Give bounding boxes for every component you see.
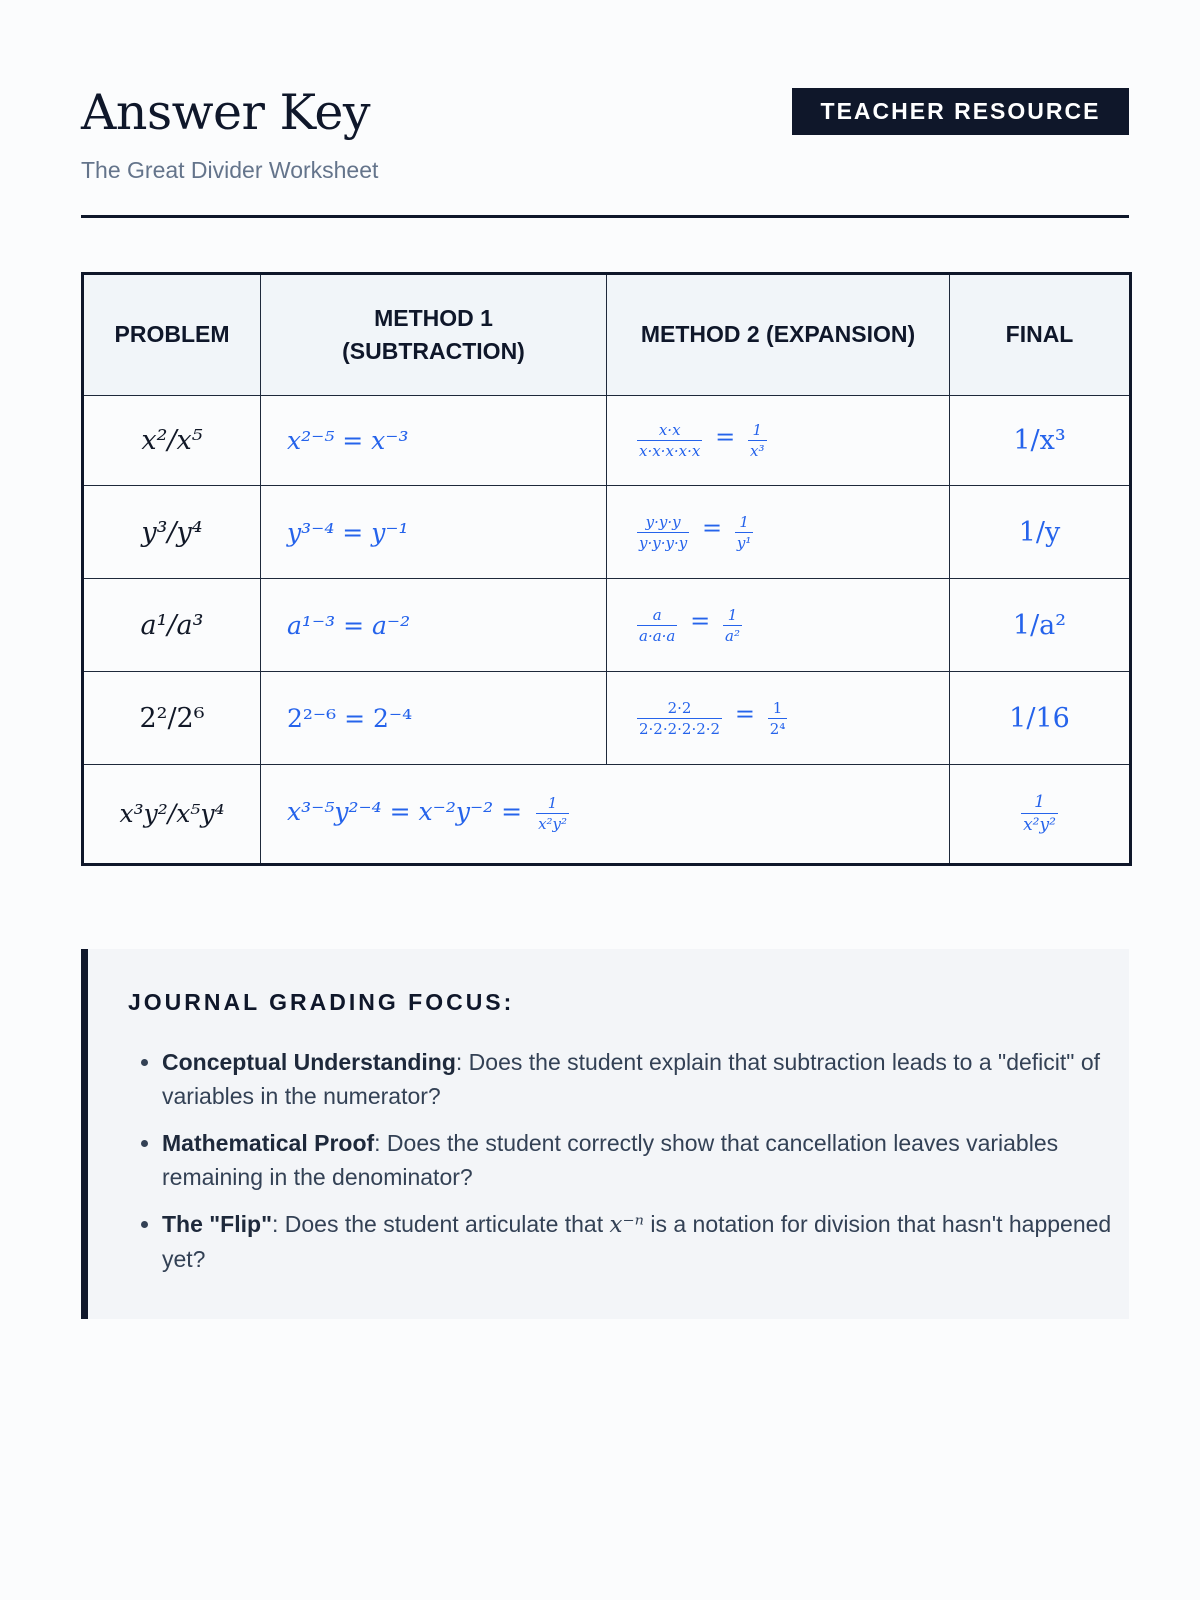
method2-cell: $\frac{a}{a\cdot a\cdot a}$ = $\frac{1}{\text{a²}}$ <box>607 579 950 672</box>
problem-cell: x²/x⁵ <box>83 396 261 486</box>
item-text: : Does the student correctly show that cancellation leaves variables remaining in the denominator? <box>162 1130 1059 1190</box>
item-term: Mathematical Proof <box>162 1130 375 1156</box>
list-item <box>162 1045 1122 1113</box>
problem-cell: y³/y⁴ <box>83 486 261 579</box>
result-fraction: $\frac{1}{\text{x²y²}}$ <box>538 794 568 834</box>
method1-cell: a¹⁻³ = a⁻² <box>261 579 607 672</box>
method1-expression: x³⁻⁵y²⁻⁴ = x⁻²y⁻² = <box>287 797 523 827</box>
method1-cell: y³⁻⁴ = y⁻¹ <box>261 486 607 579</box>
journal-heading: JOURNAL GRADING FOCUS: <box>128 989 515 1015</box>
table-row <box>83 764 1131 864</box>
method2-cell: $\frac{x\cdot x}{x\cdot x\cdot x\cdot x\cdot x}$ = $\frac{1}{\text{x³}}$ <box>607 396 950 486</box>
journal-grading-panel <box>81 949 1129 1319</box>
final-cell <box>950 764 1131 864</box>
result-fraction: $\frac{1}{\text{2⁴}}$ <box>769 698 786 738</box>
combined-method-cell <box>261 764 950 864</box>
expansion-fraction: $\frac{a}{a\cdot a\cdot a}$ <box>639 605 676 645</box>
header-divider <box>81 215 1129 218</box>
grading-list <box>128 1045 1122 1289</box>
answer-table <box>81 272 1132 866</box>
final-fraction: $\frac{1}{\text{x²y²}}$ <box>1023 792 1056 836</box>
final-cell: 1/16 <box>950 672 1131 764</box>
header-method1-line1: METHOD 1 <box>374 304 493 331</box>
header-method1 <box>261 274 607 396</box>
problem-cell: x³y²/x⁵y⁴ <box>83 764 261 864</box>
table-row <box>83 396 1131 486</box>
table-row <box>83 579 1131 672</box>
header-final: FINAL <box>950 274 1131 396</box>
list-item <box>162 1207 1122 1276</box>
page-title: Answer Key <box>81 84 370 141</box>
table-row <box>83 486 1131 579</box>
item-term: The "Flip" <box>162 1211 272 1237</box>
header-method2: METHOD 2 (EXPANSION) <box>607 274 950 396</box>
teacher-resource-badge: TEACHER RESOURCE <box>792 88 1129 135</box>
problem-cell: a¹/a³ <box>83 579 261 672</box>
list-item <box>162 1126 1122 1194</box>
item-text: is a notation for division that hasn't happened yet? <box>162 1211 1112 1272</box>
expansion-fraction: $\frac{y\cdot y\cdot y}{y\cdot y\cdot y\cdot y}$ <box>639 512 688 552</box>
method2-cell: $\frac{2\cdot 2}{2\cdot 2\cdot 2\cdot 2\cdot 2\cdot 2}$ = $\frac{1}{\text{2⁴}}$ <box>607 672 950 764</box>
header-problem: PROBLEM <box>83 274 261 396</box>
result-fraction: $\frac{1}{\text{y¹}}$ <box>736 512 752 552</box>
expansion-fraction: $\frac{x\cdot x}{x\cdot x\cdot x\cdot x\cdot x}$ <box>639 421 701 461</box>
method1-cell: 2²⁻⁶ = 2⁻⁴ <box>261 672 607 764</box>
final-cell: 1/x³ <box>950 396 1131 486</box>
item-text: : Does the student articulate that <box>271 1211 610 1237</box>
item-text: : Does the student explain that subtraction leads to a "deficit" of variables in the numerator? <box>162 1049 1101 1109</box>
table-row <box>83 672 1131 764</box>
result-fraction: $\frac{1}{\text{x³}}$ <box>750 421 765 461</box>
method2-cell: $\frac{y\cdot y\cdot y}{y\cdot y\cdot y\cdot y}$ = $\frac{1}{\text{y¹}}$ <box>607 486 950 579</box>
item-term: Conceptual Understanding <box>162 1049 456 1075</box>
header-method1-line2: (SUBTRACTION) <box>342 338 525 364</box>
final-cell: 1/y <box>950 486 1131 579</box>
table-header-row <box>83 274 1131 396</box>
math-expression: x⁻ⁿ <box>609 1212 644 1238</box>
method1-cell: x²⁻⁵ = x⁻³ <box>261 396 607 486</box>
final-cell: 1/a² <box>950 579 1131 672</box>
problem-cell: 2²/2⁶ <box>83 672 261 764</box>
result-fraction: $\frac{1}{\text{a²}}$ <box>725 605 741 645</box>
expansion-fraction: $\frac{2\cdot 2}{2\cdot 2\cdot 2\cdot 2\cdot 2\cdot 2}$ <box>639 698 721 738</box>
page-subtitle: The Great Divider Worksheet <box>81 157 379 183</box>
